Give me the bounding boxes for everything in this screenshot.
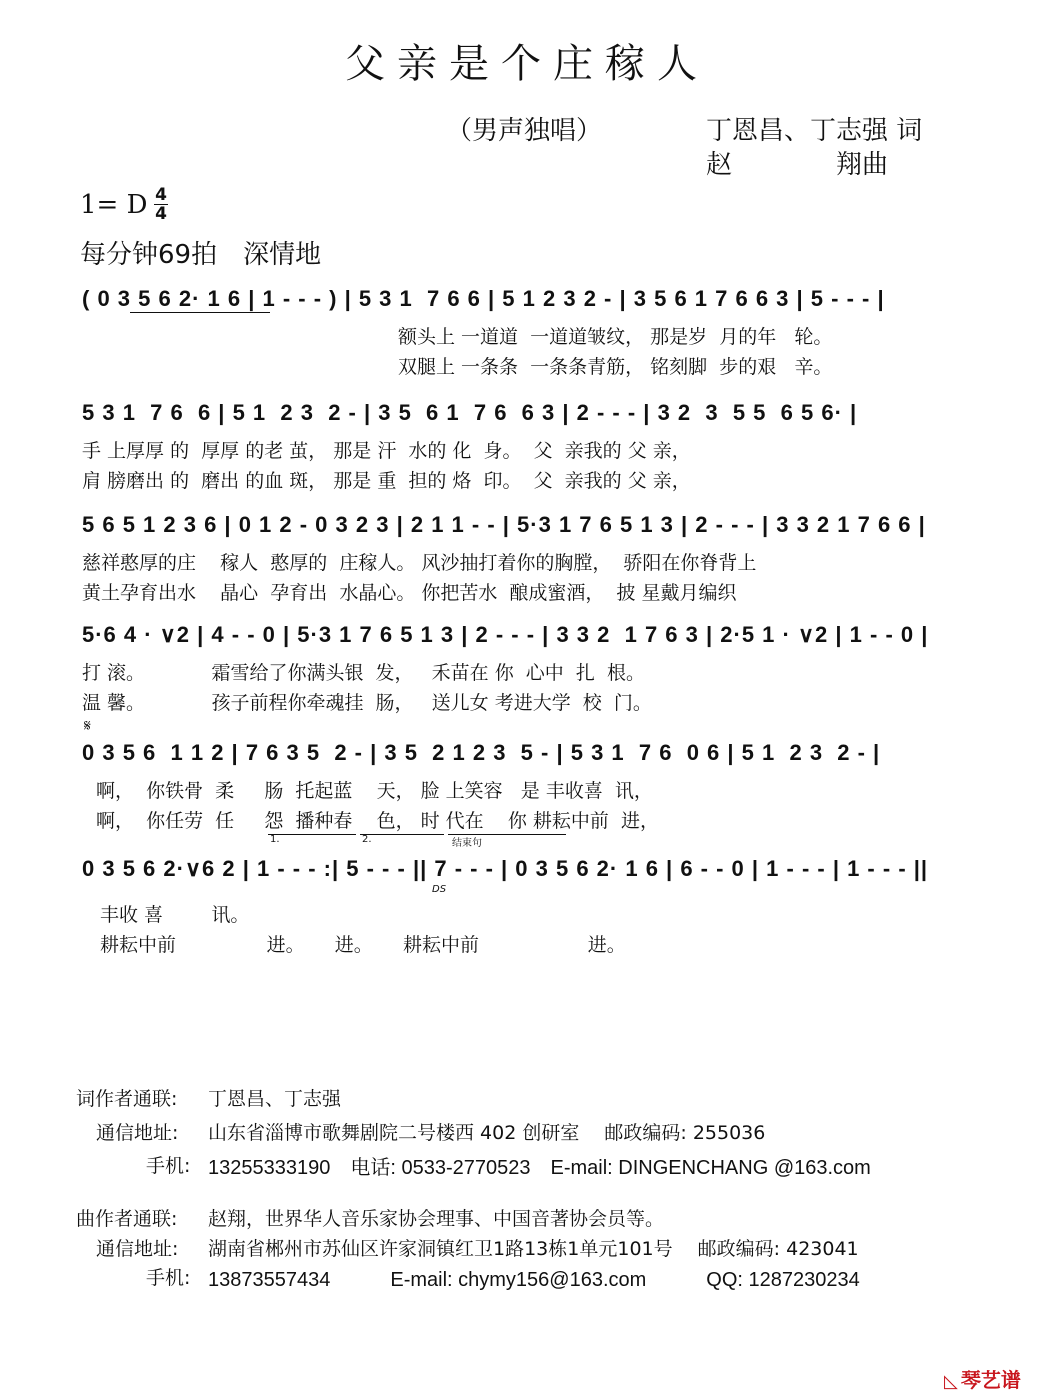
lyric-line-6b: 耕耘中前 进。 进。 耕耘中前 进。 — [100, 934, 626, 956]
volta-1-bracket — [268, 834, 356, 835]
time-signature-top: 4 — [155, 185, 167, 205]
notation-line-4: 5·6 4 · ∨2 | 4 - - 0 | 5·3 1 7 6 5 1 3 | 2 - - - | 3 3 2 1 7 6 3 | 2·5 1 · ∨2 | 1 - - 0 | — [82, 622, 929, 647]
song-title: 父亲是个庄稼人 — [345, 41, 709, 87]
lyric-line-4b: 温 馨。 孩子前程你牵魂挂 肠， 送儿女 考进大学 校 门。 — [82, 692, 652, 714]
composer-contact-value: 赵翔，世界华人音乐家协会理事、中国音著协会员等。 — [208, 1208, 665, 1230]
tempo-marking: 每分钟69拍 深情地 — [80, 240, 322, 270]
lyricist-phone-label: 手机: — [146, 1155, 191, 1177]
lyric-line-2a: 手 上厚厚 的 厚厚 的老 茧， 那是 汗 水的 化 身。 父 亲我的 父 亲， — [82, 440, 691, 462]
lyricist-contact-label: 词作者通联: — [76, 1088, 178, 1110]
notation-line-5: 0 3 5 6 1 1 2 | 7 6 3 5 2 - | 3 5 2 1 2 3 5 - | 5 3 1 7 6 0 6 | 5 1 2 3 2 - | — [82, 740, 881, 765]
underline-1 — [130, 312, 270, 313]
composer-credit: 赵 翔曲 — [706, 150, 889, 180]
composer-phone-value: 13873557434 E-mail: chymy156@163.com QQ: 1287230234 — [208, 1269, 860, 1291]
lyric-line-2b: 肩 膀磨出 的 磨出 的血 斑， 那是 重 担的 烙 印。 父 亲我的 父 亲， — [82, 470, 691, 492]
ds-mark: DS — [432, 884, 447, 895]
time-signature-bottom: 4 — [155, 204, 167, 224]
lyricist-address-value: 山东省淄博市歌舞剧院二号楼西 402 创研室 邮政编码: 255036 — [208, 1122, 766, 1144]
lyricist-contact-value: 丁恩昌、丁志强 — [208, 1088, 342, 1110]
composer-contact-label: 曲作者通联: — [76, 1208, 178, 1230]
lyric-line-5a: 啊， 你铁骨 柔 肠 托起蓝 天， 脸 上笑容 是 丰收喜 讯， — [96, 780, 653, 802]
notation-line-2: 5 3 1 7 6 6 | 5 1 2 3 2 - | 3 5 6 1 7 6 6 3 | 2 - - - | 3 2 3 5 5 6 5 6· | — [82, 400, 858, 425]
watermark-text: 琴艺谱 — [960, 1368, 1021, 1392]
lyric-line-1b: 双腿上 一条条 一条条青筋， 铭刻脚 步的艰 辛。 — [398, 356, 833, 378]
lyric-line-6a: 丰收 喜 讯。 — [100, 904, 250, 926]
volta-2-bracket — [360, 834, 444, 835]
composer-address-value: 湖南省郴州市苏仙区许家洞镇红卫1路13栋1单元101号 邮政编码: 423041 — [208, 1238, 859, 1260]
composer-phone-label: 手机: — [146, 1267, 191, 1289]
lyric-line-4a: 打 滚。 霜雪给了你满头银 发， 禾苗在 你 心中 扎 根。 — [82, 662, 645, 684]
notation-line-3: 5 6 5 1 2 3 6 | 0 1 2 - 0 3 2 3 | 2 1 1 - - | 5·3 1 7 6 5 1 3 | 2 - - - | 3 3 2 1 7 6 6 | — [82, 512, 926, 537]
lyric-line-3a: 慈祥憨厚的庄 稼人 憨厚的 庄稼人。 风沙抽打着你的胸膛， 骄阳在你脊背上 — [82, 552, 757, 574]
lyricist-phone-value: 13255333190 电话: 0533-2770523 E-mail: DINGENCHANG @163.com — [208, 1157, 871, 1179]
notation-line-6: 0 3 5 6 2·∨6 2 | 1 - - - :| 5 - - - || 7 - - - | 0 3 5 6 2· 1 6 | 6 - - 0 | 1 - - - | 1 - - - || — [82, 856, 929, 881]
voice-type: （男声独唱） — [446, 116, 603, 146]
lyricist-credit: 丁恩昌、丁志强 词 — [706, 116, 923, 146]
watermark-logo — [944, 1364, 1021, 1393]
time-signature — [154, 186, 168, 223]
lyricist-address-label: 通信地址: — [96, 1122, 179, 1144]
volta-1-label: 1. — [270, 834, 280, 845]
key-signature: 1= D — [80, 190, 148, 220]
logo-icon: ◺ — [944, 1371, 958, 1392]
composer-address-label: 通信地址: — [96, 1238, 179, 1260]
lyric-line-5b: 啊， 你任劳 任 怨 播种春 色， 时 代在 你 耕耘中前 进， — [96, 810, 659, 832]
lyric-line-1a: 额头上 一道道 一道道皱纹， 那是岁 月的年 轮。 — [398, 326, 833, 348]
ending-label: 结束句 — [452, 838, 482, 849]
lyric-line-3b: 黄土孕育出水 晶心 孕育出 水晶心。 你把苦水 酿成蜜酒， 披 星戴月编织 — [82, 582, 737, 604]
segno-sign: 𝄋 — [84, 716, 91, 735]
volta-2-label: 2. — [362, 834, 372, 845]
notation-line-1: ( 0 3 5 6 2· 1 6 | 1 - - - ) | 5 3 1 7 6 6 | 5 1 2 3 2 - | 3 5 6 1 7 6 6 3 | 5 - - - | — [82, 286, 885, 311]
